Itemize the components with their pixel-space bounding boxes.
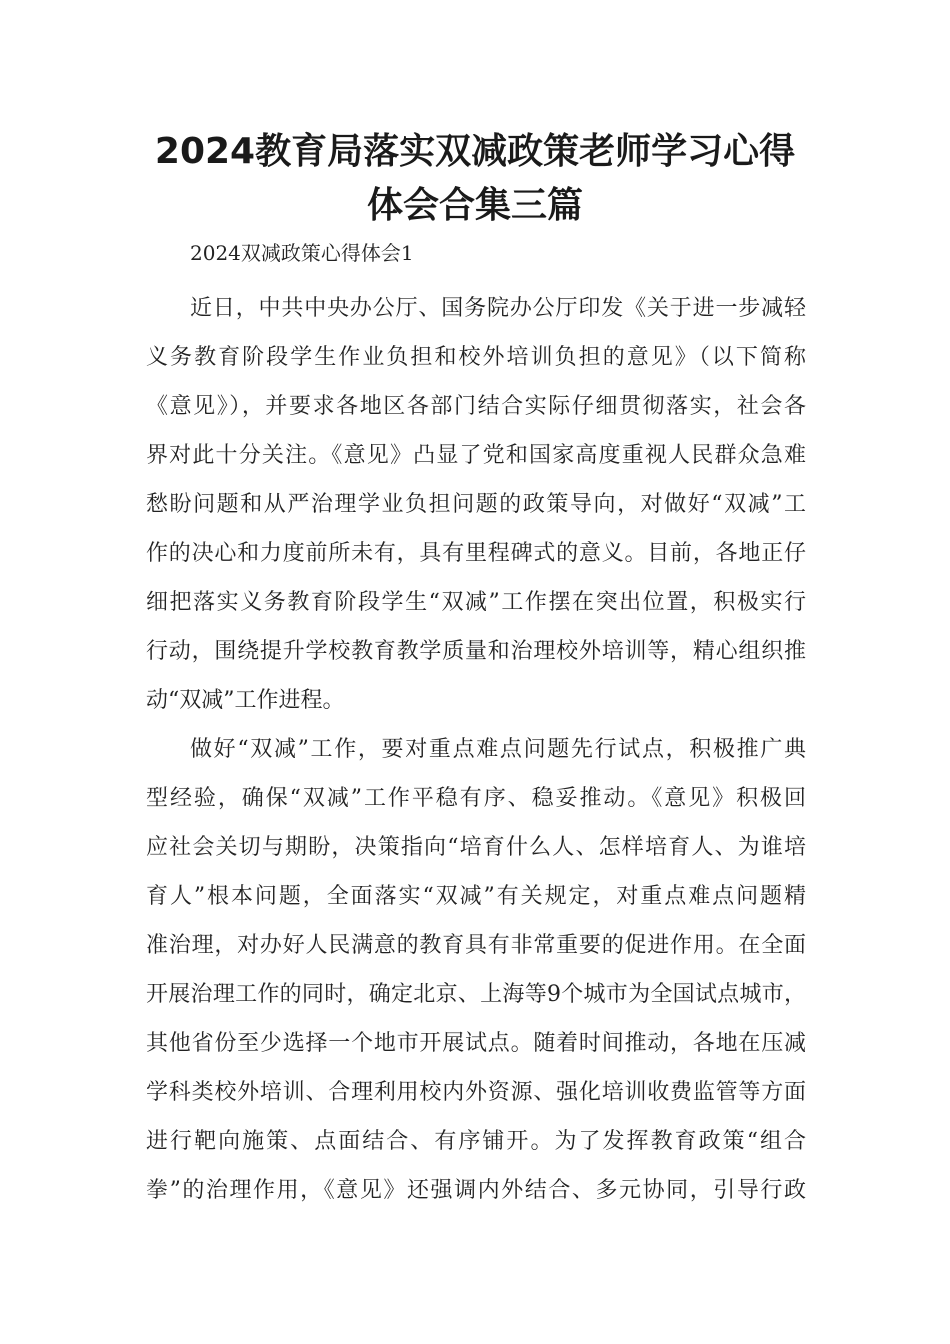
paragraph-1-line: 行动，围绕提升学校教育教学质量和治理校外培训等，精心组织推 — [146, 639, 806, 664]
paragraph-2-line: 应社会关切与期盼，决策指向“培育什么人、怎样培育人、为谁培 — [146, 835, 806, 860]
paragraph-1-line: 义务教育阶段学生作业负担和校外培训负担的意见》（以下简称 — [146, 345, 806, 370]
paragraph-2-line: 准治理，对办好人民满意的教育具有非常重要的促进作用。在全面 — [146, 933, 806, 958]
paragraph-1-line: 作的决心和力度前所未有，具有里程碑式的意义。目前，各地正仔 — [146, 541, 806, 566]
paragraph-2-line: 做好“双减”工作，要对重点难点问题先行试点，积极推广典 — [190, 737, 806, 762]
paragraph-2-line: 其他省份至少选择一个地市开展试点。随着时间推动，各地在压减 — [146, 1031, 806, 1056]
paragraph-2-line: 育人”根本问题，全面落实“双减”有关规定，对重点难点问题精 — [146, 884, 806, 909]
paragraph-2-line: 开展治理工作的同时，确定北京、上海等9个城市为全国试点城市， — [146, 982, 806, 1007]
paragraph-1-line: 细把落实义务教育阶段学生“双减”工作摆在突出位置，积极实行 — [146, 590, 806, 615]
paragraph-1-line: 近日，中共中央办公厅、国务院办公厅印发《关于进一步减轻 — [190, 296, 806, 321]
paragraph-2-line: 型经验，确保“双减”工作平稳有序、稳妥推动。《意见》积极回 — [146, 786, 806, 811]
document-title-line-1: 2024教育局落实双减政策老师学习心得 — [154, 131, 796, 172]
paragraph-1-line: 动“双减”工作进程。 — [146, 688, 345, 713]
paragraph-1-line: 愁盼问题和从严治理学业负担问题的政策导向，对做好“双减”工 — [146, 492, 806, 517]
section-heading: 2024双减政策心得体会1 — [190, 241, 414, 265]
paragraph-1-line: 界对此十分关注。《意见》凸显了党和国家高度重视人民群众急难 — [146, 443, 806, 468]
paragraph-2-line: 进行靶向施策、点面结合、有序铺开。为了发挥教育政策“组合 — [146, 1129, 806, 1154]
paragraph-2-line: 拳”的治理作用，《意见》还强调内外结合、多元协同，引导行政 — [146, 1178, 806, 1203]
paragraph-1-line: 《意见》），并要求各地区各部门结合实际仔细贯彻落实，社会各 — [146, 394, 806, 419]
paragraph-2-line: 学科类校外培训、合理利用校内外资源、强化培训收费监管等方面 — [146, 1080, 806, 1105]
document-title-line-2: 体会合集三篇 — [366, 185, 583, 226]
